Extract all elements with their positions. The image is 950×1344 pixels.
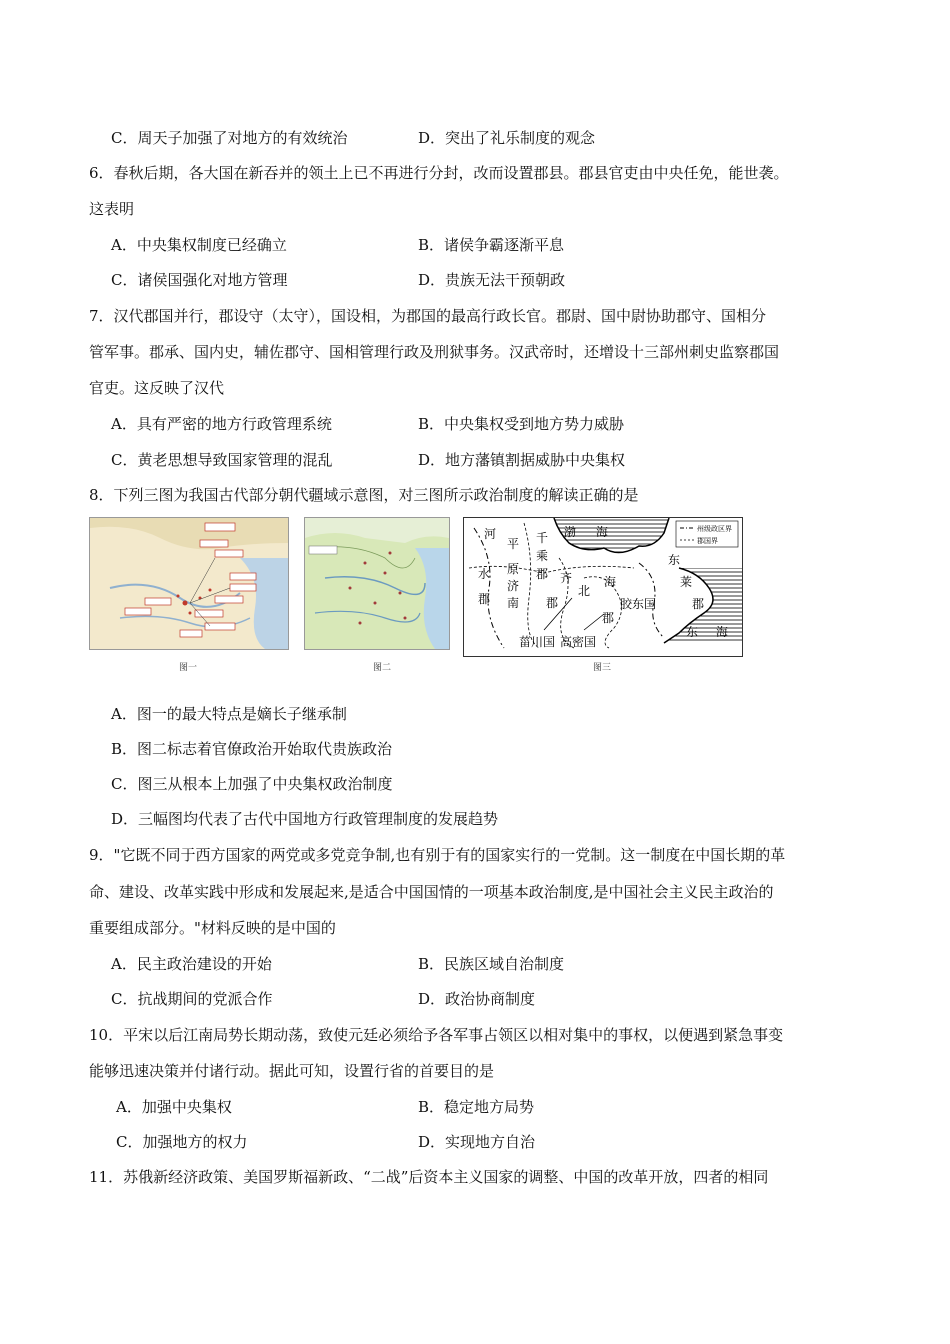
q7-stem-line3: 官吏。这反映了汉代 bbox=[89, 379, 225, 397]
fig3-label: 东 bbox=[668, 553, 681, 567]
q10-stem-line2: 能够迅速决策并付诸行动。据此可知，设置行省的首要目的是 bbox=[89, 1062, 495, 1080]
figure-3-caption: 图三 bbox=[593, 663, 612, 673]
fig3-label: 河 bbox=[484, 527, 497, 541]
q5-option-c: C．周天子加强了对地方的有效统治 bbox=[111, 129, 348, 147]
q6-option-b: B．诸侯争霸逐渐平息 bbox=[418, 236, 565, 254]
fig3-label: 郡 bbox=[692, 597, 705, 611]
q8-option-d: D．三幅图均代表了古代中国地方行政管理制度的发展趋势 bbox=[111, 810, 499, 828]
fig3-label: 高密国 bbox=[560, 635, 597, 649]
q10-option-b: B．稳定地方局势 bbox=[418, 1098, 535, 1116]
fig3-label: 渤 bbox=[564, 525, 577, 539]
fig3-label: 莱 bbox=[680, 575, 693, 589]
q6-option-a: A．中央集权制度已经确立 bbox=[111, 236, 287, 254]
q6-option-c: C．诸侯国强化对地方管理 bbox=[111, 271, 288, 289]
q10-stem-line1: 10．平宋以后江南局势长期动荡，致使元廷必须给予各军事占领区以相对集中的事权，以便遇到紧急事变 bbox=[89, 1026, 784, 1044]
q9-option-c: C．抗战期间的党派合作 bbox=[111, 990, 273, 1008]
q6-stem-line1: 6．春秋后期，各大国在新吞并的领土上已不再进行分封，改而设置郡县。郡县官吏由中央任免，能世袭。 bbox=[89, 164, 789, 182]
figure-1-map-drawing bbox=[90, 518, 288, 649]
fig3-legend-2: 郡国界 bbox=[697, 537, 718, 545]
figure-3-map-drawing bbox=[464, 518, 742, 656]
fig3-label: 齐 bbox=[560, 571, 573, 585]
q6-stem-line2: 这表明 bbox=[89, 200, 135, 218]
q9-option-b: B．民族区域自治制度 bbox=[418, 955, 565, 973]
fig3-label: 千 bbox=[536, 531, 549, 545]
fig3-label: 东 bbox=[686, 625, 699, 639]
q8-option-c: C．图三从根本上加强了中央集权政治制度 bbox=[111, 775, 393, 793]
fig3-label: 水 bbox=[478, 567, 491, 581]
fig3-label: 菑川国 bbox=[519, 635, 556, 649]
q9-stem-line3: 重要组成部分。"材料反映的是中国的 bbox=[89, 919, 336, 937]
fig3-label: 郡 bbox=[546, 596, 559, 610]
fig3-label: 海 bbox=[716, 625, 729, 639]
q10-option-a: A．加强中央集权 bbox=[116, 1098, 232, 1116]
q9-stem-line1: 9．"它既不同于西方国家的两党或多党竞争制,也有别于有的国家实行的一党制。这一制度在中国长期的革 bbox=[89, 846, 786, 864]
q9-option-d: D．政治协商制度 bbox=[418, 990, 536, 1008]
fig3-label: 北 bbox=[578, 584, 591, 598]
q10-option-c: C．加强地方的权力 bbox=[116, 1133, 248, 1151]
q7-option-d: D．地方藩镇割据威胁中央集权 bbox=[418, 451, 626, 469]
q10-option-d: D．实现地方自治 bbox=[418, 1133, 536, 1151]
fig3-label: 郡 bbox=[536, 567, 549, 581]
fig3-label: 平 bbox=[507, 537, 520, 551]
fig3-label: 原 bbox=[507, 562, 520, 576]
figure-3-map bbox=[463, 517, 743, 657]
q7-stem-line2: 管军事。郡承、国内史，辅佐郡守、国相管理行政及刑狱事务。汉武帝时，还增设十三部州刺史监察郡国 bbox=[89, 343, 780, 361]
q9-stem-line2: 命、建设、改革实践中形成和发展起来,是适合中国国情的一项基本政治制度,是中国社会主义民主政治的 bbox=[89, 883, 774, 901]
figure-2-caption: 图二 bbox=[373, 663, 392, 673]
q8-option-a: A．图一的最大特点是嫡长子继承制 bbox=[111, 705, 347, 723]
figure-1-map bbox=[89, 517, 289, 650]
q8-option-b: B．图二标志着官僚政治开始取代贵族政治 bbox=[111, 740, 393, 758]
fig3-label: 郡 bbox=[478, 592, 491, 606]
q7-option-a: A．具有严密的地方行政管理系统 bbox=[111, 415, 332, 433]
q7-option-b: B．中央集权受到地方势力威胁 bbox=[418, 415, 625, 433]
fig3-label: 胶东国 bbox=[620, 597, 657, 611]
q7-option-c: C．黄老思想导致国家管理的混乱 bbox=[111, 451, 333, 469]
figure-1-caption: 图一 bbox=[179, 663, 198, 673]
fig3-legend-1: 州级政区界 bbox=[697, 525, 732, 533]
q9-option-a: A．民主政治建设的开始 bbox=[111, 955, 272, 973]
fig3-label: 乘 bbox=[536, 549, 549, 563]
fig3-label: 郡 bbox=[602, 611, 615, 625]
q6-option-d: D．贵族无法干预朝政 bbox=[418, 271, 566, 289]
fig3-label: 海 bbox=[596, 525, 609, 539]
q5-option-d: D．突出了礼乐制度的观念 bbox=[418, 129, 596, 147]
q7-stem-line1: 7．汉代郡国并行，郡设守（太守），国设相，为郡国的最高行政长官。郡尉、国中尉协助郡守、国相分 bbox=[89, 307, 767, 325]
figure-2-map bbox=[304, 517, 450, 650]
fig3-label: 海 bbox=[604, 575, 617, 589]
fig3-label: 南 bbox=[507, 596, 520, 610]
figure-2-map-drawing bbox=[305, 518, 449, 649]
q8-stem: 8．下列三图为我国古代部分朝代疆域示意图，对三图所示政治制度的解读正确的是 bbox=[89, 486, 639, 504]
fig3-label: 济 bbox=[507, 579, 520, 593]
q11-stem-line1: 11．苏俄新经济政策、美国罗斯福新政、“二战”后资本主义国家的调整、中国的改革开放，四者的相同 bbox=[89, 1168, 769, 1186]
